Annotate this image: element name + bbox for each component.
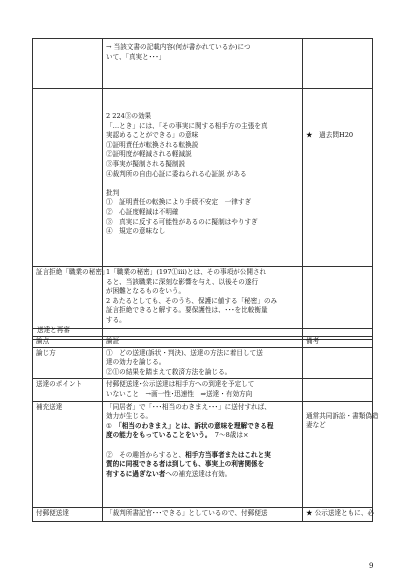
text-line: ① どの送達(訴状・判決)、送達の方法に着目して送 (106, 348, 263, 357)
table-cell (303, 401, 379, 507)
text-line: ④裁判所の自由心証に委ねられる心証説 がある (106, 169, 247, 178)
text-line (106, 422, 299, 432)
table-cell (303, 347, 373, 379)
table-cell (33, 401, 103, 507)
text-line: 1「職業の秘密」(197①iii)とは、その事項が公開され (106, 268, 267, 276)
column-header: 論証 (103, 337, 303, 348)
text-line: ① 証明責任の転換により手続不安定 一律すぎ (106, 198, 252, 207)
table-row (33, 507, 373, 521)
text-line: 付郵便送達･公示送達は相手方への到達を予定して (106, 380, 255, 389)
text-line: ると、当該職業に深刻な影響を与え、以後その遂行 (106, 277, 259, 286)
text-line: ② 心証度軽減は不明確 (106, 207, 179, 216)
note-line: ★ 公示送達ともに、必 (306, 508, 375, 517)
table-cell (303, 39, 373, 89)
bold-text: 質的に同視できる者は到しても、事実上の利害関係を (106, 460, 265, 469)
text-line: ②①の結果を踏まえて救済方法を論じる。 (106, 367, 232, 376)
bold-text: 有するに過ぎない者 (106, 469, 166, 478)
row-heading: 送達のポイント (36, 380, 83, 389)
text-span: ② その趣旨からすると、 (106, 450, 186, 459)
text-line: 効力が生じる。 (106, 412, 153, 421)
text-line: ②証明度が軽減される軽減説 (106, 150, 192, 159)
table-row (33, 401, 373, 507)
table-cell (303, 507, 373, 521)
text-line: 2 224③の効果 (106, 112, 152, 120)
table-cell (33, 507, 103, 521)
text-line: する。 (106, 315, 126, 324)
text-line (106, 451, 299, 461)
text-line: 証言拒絶できると解する。要保護性は、･･･を比較衡量 (106, 306, 268, 315)
table-cell (103, 347, 303, 379)
notes-table-2 (32, 336, 379, 522)
text-line: が困難となるものをいう。 (106, 287, 186, 296)
text-line: ①証明責任が転換される転換説 (106, 140, 199, 149)
text-line: 達の効力を論じる。 (106, 358, 166, 367)
row-heading: 補充送達 (36, 402, 63, 411)
table-cell (103, 507, 303, 521)
text-line: 「同居者」で「･･･相当のわきまえ･･･」に送付すれば、 (106, 402, 271, 411)
table-cell (33, 39, 103, 89)
table-cell (303, 379, 373, 401)
table-cell (303, 89, 373, 267)
text-line: いないこと →画一性･迅速性 ⇒送達・有効方向 (106, 389, 253, 398)
table-cell (103, 401, 303, 507)
table-row (33, 379, 373, 401)
column-header: 論点 (33, 337, 103, 348)
text-span: への補充送達は有効。 (165, 469, 232, 478)
text-line: 「裁判所書記官･･･できる」としているので、付郵便送 (106, 508, 268, 517)
table-row (33, 267, 373, 329)
table-cell (103, 379, 303, 401)
bold-text: 度の能力をもっていることをいう。 (106, 431, 209, 440)
text-line: 2 あたるとしても、そのうち、保護に値する「秘密」のみ (106, 296, 278, 305)
text-line: 批判 (106, 188, 120, 197)
text-line (106, 470, 299, 480)
page-number: 9 (369, 562, 374, 570)
section-title: 送達と再審 (37, 326, 70, 334)
past-exam-note: ★ 過去問H20 (306, 131, 354, 139)
bold-text: 「相当のわきまえ」とは、訴状の意味を理解できる程 (118, 421, 274, 430)
text-line: 「…とき」には、「その事実に関する相手方の主張を真 (106, 121, 268, 130)
table-cell (103, 39, 303, 89)
text-line: ③ 真実に反する可能性があるのに擬制はやりすぎ (106, 217, 258, 226)
table-cell (33, 347, 103, 379)
table-row (33, 89, 373, 267)
marker-text: ① (106, 421, 119, 430)
table-row (33, 39, 373, 89)
text-line: → 当該文書の記載内容(何が書かれているか)につ (106, 43, 251, 51)
table-header-row (33, 337, 373, 348)
row-heading: 論じ方 (36, 348, 56, 357)
table-cell (303, 267, 373, 329)
text-line: 実認めることができる」の意味 (106, 131, 199, 140)
table-row (33, 347, 373, 379)
table-cell (33, 89, 103, 267)
text-line: ④ 規定の意味なし (106, 227, 166, 236)
table-cell (103, 89, 303, 267)
text-line: ③事実が擬制される擬制説 (106, 159, 186, 168)
text-span: 7～8歳は× (214, 431, 249, 440)
text-line (106, 431, 299, 441)
row-heading: 証言拒絶「職業の秘密」 (36, 268, 109, 276)
table-cell (33, 267, 109, 329)
column-header: 備考 (303, 337, 373, 348)
table-cell (33, 379, 103, 401)
note-line: 通常共同訴訟・書類偽造 (306, 411, 379, 420)
notes-table-1 (32, 38, 373, 340)
text-line: いて、「真実と･･･」 (106, 52, 166, 61)
table-cell (103, 267, 303, 329)
bold-text: 相手方当事者またはこれと実 (185, 450, 271, 459)
row-heading: 付郵便送達 (36, 508, 69, 517)
note-line: 妻など (306, 421, 326, 430)
